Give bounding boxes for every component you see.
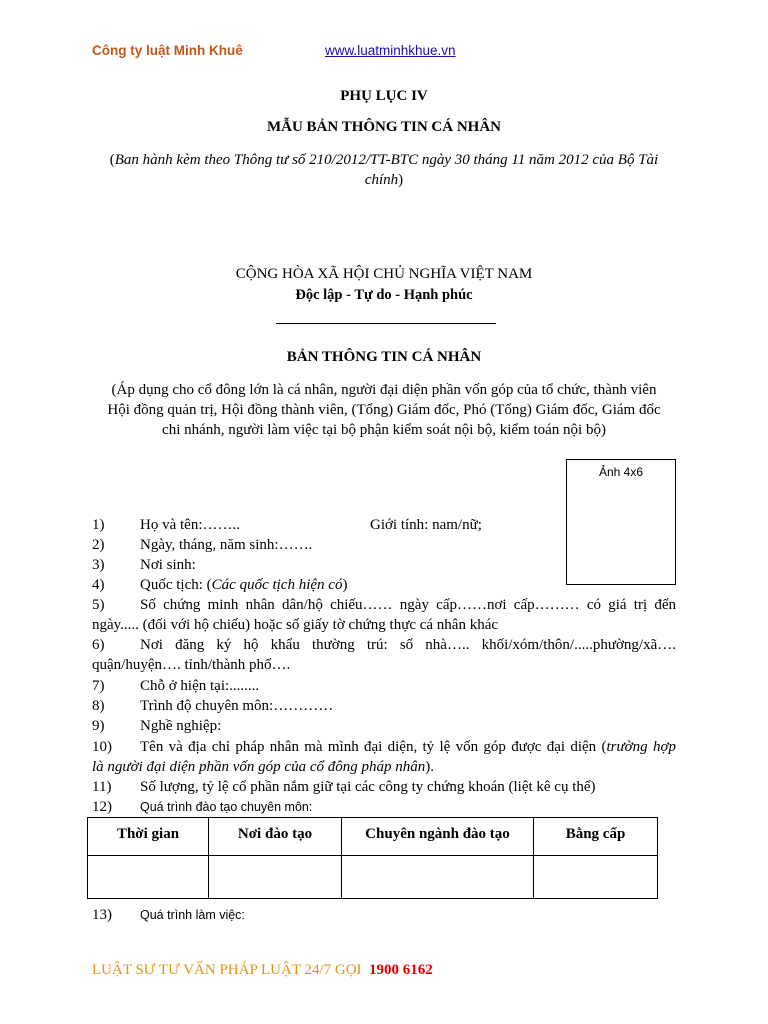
scope-line1: (Áp dụng cho cổ đông lớn là cá nhân, người đại diện phần vốn góp của tổ chức, thành viên — [111, 382, 657, 398]
item-number: 6) — [92, 637, 105, 653]
table-header-row — [88, 818, 658, 856]
item-number: 11) — [92, 779, 112, 795]
item-number: 2) — [92, 537, 105, 553]
column-header: Nơi đào tạo — [209, 818, 342, 856]
motto-underline — [276, 323, 496, 324]
footer-text: LUẬT SƯ TƯ VẤN PHÁP LUẬT 24/7 GỌI — [92, 962, 362, 978]
item-line2 — [92, 757, 434, 777]
company-name: Công ty luật Minh Khuê — [92, 43, 243, 58]
scope-line2: Hội đồng quản trị, Hội đồng thành viên, (Tổng) Giám đốc, Phó (Tổng) Giám đốc, Giám đốc — [107, 402, 661, 418]
line2-italic: là người đại diện phần vốn góp của cổ đông pháp nhân — [92, 759, 426, 775]
footer-banner — [92, 962, 433, 979]
line1-italic: trường hợp — [606, 739, 676, 755]
item-number: 1) — [92, 517, 105, 533]
item-line2: quận/huyện…. tỉnh/thành phố…. — [92, 657, 291, 673]
item-text — [140, 575, 347, 595]
form-title: BẢN THÔNG TIN CÁ NHÂN — [286, 349, 482, 365]
item-text: Nơi sinh: — [140, 557, 196, 573]
item-text: Số lượng, tỷ lệ cổ phần nắm giữ tại các công ty chứng khoán (liệt kê cụ thể) — [140, 779, 596, 795]
item-text: Trình độ chuyên môn:………… — [140, 698, 334, 714]
appendix-title: PHỤ LỤC IV — [340, 88, 428, 104]
table-cell — [209, 856, 342, 899]
item-10 — [92, 737, 676, 777]
item-text: Nghề nghiệp: — [140, 718, 222, 734]
item-number: 7) — [92, 678, 105, 694]
national-motto: Độc lập - Tự do - Hạnh phúc — [295, 287, 473, 303]
item-number: 13) — [92, 907, 112, 923]
item-5 — [92, 595, 676, 635]
item-text: Họ và tên:…….. — [140, 517, 240, 533]
country-name: CỘNG HÒA XÃ HỘI CHỦ NGHĨA VIỆT NAM — [235, 266, 533, 282]
item-number: 8) — [92, 698, 105, 714]
photo-placeholder — [566, 459, 676, 585]
item-number: 12) — [92, 799, 112, 815]
item-text: Ngày, tháng, năm sinh:……. — [140, 537, 313, 553]
item-6 — [92, 635, 676, 675]
line2-text: ). — [425, 759, 434, 775]
scope-line3: chi nhánh, người làm việc tại bộ phận kiểm soát nội bộ, kiểm toán nội bộ) — [162, 422, 606, 438]
training-table — [87, 817, 658, 899]
line1-text: Tên và địa chỉ pháp nhân mà mình đại diện, tỷ lệ vốn góp được đại diện ( — [140, 739, 607, 755]
item-text: Quá trình đào tạo chuyên môn: — [140, 800, 313, 814]
item-number: 10) — [92, 739, 112, 755]
nationality-hint: Các quốc tịch hiện có — [211, 577, 343, 593]
column-header: Chuyên ngành đào tạo — [342, 818, 534, 856]
item-number: 9) — [92, 718, 105, 734]
form-scope — [92, 380, 676, 440]
note-open-paren: ( — [109, 152, 115, 168]
website-link[interactable]: www.luatminhkhue.vn — [325, 43, 456, 58]
table-cell — [88, 856, 209, 899]
item-number: 3) — [92, 557, 105, 573]
item-text: Chỗ ở hiện tại:........ — [140, 678, 260, 694]
close-paren: ) — [342, 577, 348, 593]
photo-label: Ảnh 4x6 — [598, 465, 644, 479]
item-number: 4) — [92, 577, 105, 593]
note-line2: chính — [364, 172, 399, 188]
item-line1: Nơi đăng ký hộ khẩu thường trú: số nhà….. khối/xóm/thôn/.....phường/xã…. — [140, 637, 676, 653]
table-cell — [534, 856, 658, 899]
table-cell — [342, 856, 534, 899]
nationality-label: Quốc tịch: ( — [140, 577, 212, 593]
item-number: 5) — [92, 597, 105, 613]
appendix-note — [92, 150, 676, 190]
item-line1 — [140, 737, 676, 757]
note-line1: Ban hành kèm theo Thông tư số 210/2012/TT-BTC ngày 30 tháng 11 năm 2012 của Bộ Tài — [114, 152, 659, 168]
item-line1: Số chứng minh nhân dân/hộ chiếu…… ngày cấp……nơi cấp……… có giá trị đến — [140, 597, 676, 613]
column-header: Bằng cấp — [534, 818, 658, 856]
appendix-subtitle: MẪU BẢN THÔNG TIN CÁ NHÂN — [266, 119, 502, 135]
column-header: Thời gian — [88, 818, 209, 856]
gender-field: Giới tính: nam/nữ; — [370, 517, 482, 533]
note-close-paren: ) — [398, 172, 404, 188]
item-text: Quá trình làm việc: — [140, 908, 245, 922]
item-line2: ngày..... (đối với hộ chiếu) hoặc số giấy tờ chứng thực cá nhân khác — [92, 617, 499, 633]
table-row — [88, 856, 658, 899]
hotline-number[interactable]: 1900 6162 — [369, 962, 433, 978]
